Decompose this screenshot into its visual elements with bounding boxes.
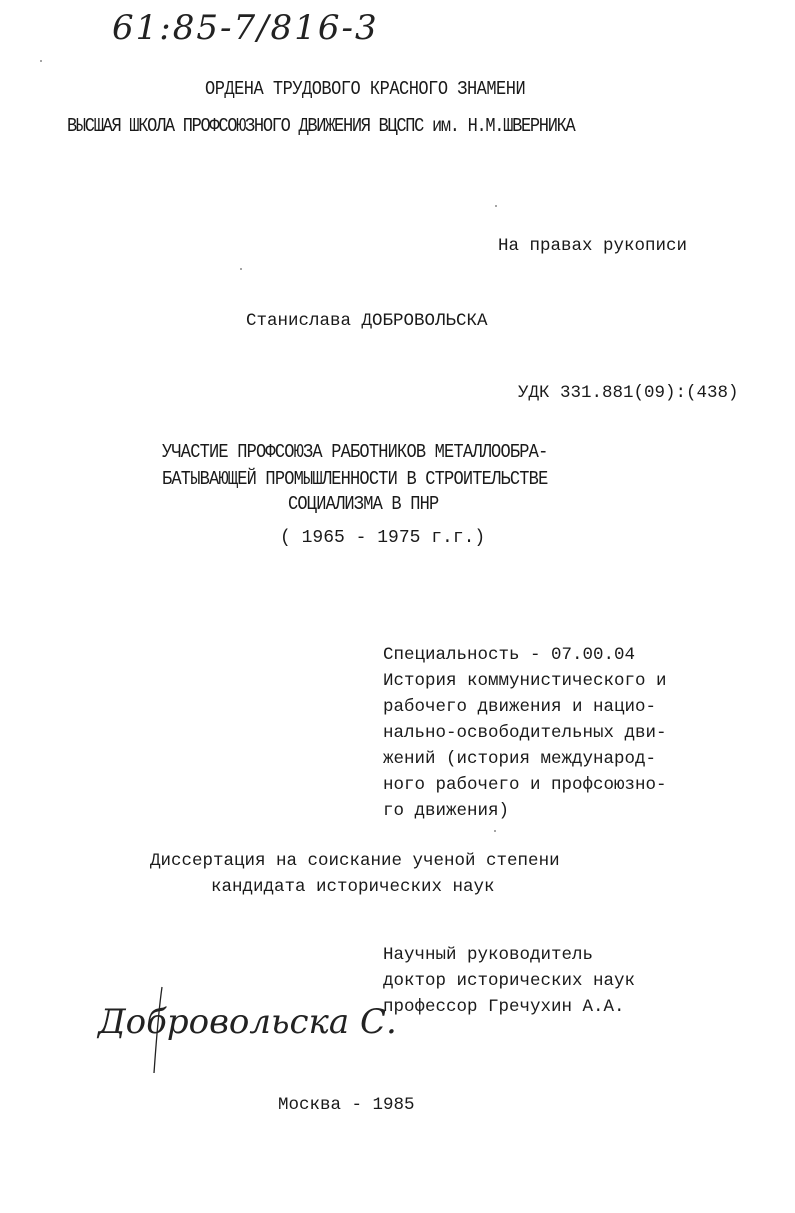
signature-stroke — [150, 985, 170, 1075]
specialty-line: ного рабочего и профсоюзно- — [383, 775, 667, 795]
city-year-footer: Москва - 1985 — [278, 1095, 415, 1115]
title-line-2: БАТЫВАЮЩЕЙ ПРОМЫШЛЕННОСТИ В СТРОИТЕЛЬСТВЕ — [162, 468, 548, 491]
specialty-line: нально-освободительных дви- — [383, 723, 667, 743]
scan-speck — [494, 830, 496, 832]
scan-speck — [495, 205, 497, 207]
specialty-line: го движения) — [383, 801, 510, 821]
author-signature: Добровольска С. — [98, 1002, 397, 1042]
udk-code: УДК 331.881(09):(438) — [518, 383, 739, 403]
manuscript-note: На правах рукописи — [498, 236, 688, 256]
header-line-2: ВЫСШАЯ ШКОЛА ПРОФСОЮЗНОГО ДВИЖЕНИЯ ВЦСПС им. Н.М.ШВЕРНИКА — [67, 115, 575, 138]
degree-line-2: кандидата исторических наук — [211, 877, 495, 897]
title-years: ( 1965 - 1975 г.г.) — [280, 528, 486, 548]
archive-number-handwritten: 61:85-7/816-3 — [112, 8, 379, 48]
header-line-1: ОРДЕНА ТРУДОВОГО КРАСНОГО ЗНАМЕНИ — [205, 78, 526, 101]
supervisor-line-1: Научный руководитель — [383, 945, 594, 965]
title-line-3: СОЦИАЛИЗМА В ПНР — [288, 493, 439, 516]
title-line-1: УЧАСТИЕ ПРОФСОЮЗА РАБОТНИКОВ МЕТАЛЛООБРА- — [162, 441, 548, 464]
specialty-line: История коммунистического и — [383, 671, 667, 691]
supervisor-line-2: доктор исторических наук — [383, 971, 636, 991]
specialty-line: жений (история международ- — [383, 749, 657, 769]
scan-speck — [40, 60, 42, 62]
supervisor-line-3: профессор Гречухин А.А. — [383, 997, 625, 1017]
specialty-line: рабочего движения и нацио- — [383, 697, 657, 717]
degree-line-1: Диссертация на соискание ученой степени — [150, 851, 560, 871]
author-name: Станислава ДОБРОВОЛЬСКА — [246, 311, 488, 331]
specialty-line: Специальность - 07.00.04 — [383, 645, 636, 665]
scan-speck — [240, 268, 242, 270]
